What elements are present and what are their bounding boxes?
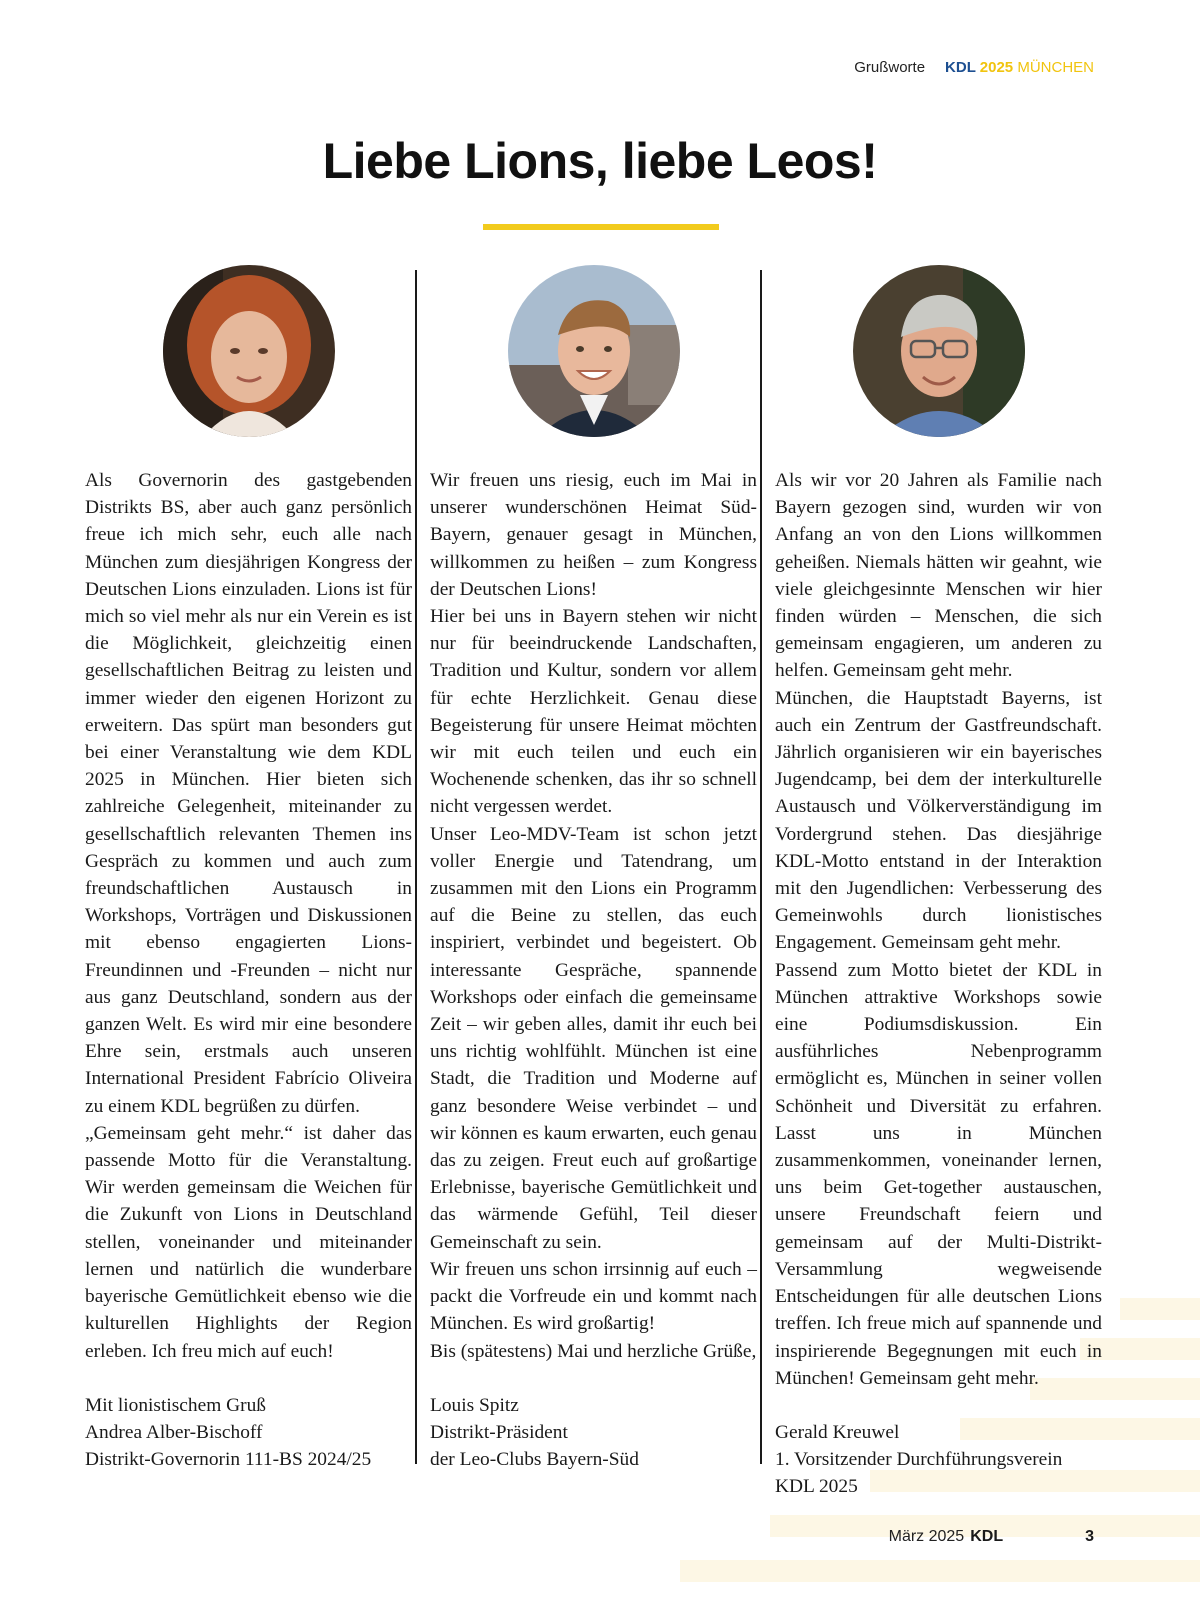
column-divider — [415, 270, 417, 1464]
column-governor — [85, 265, 412, 1473]
signature — [430, 1392, 757, 1474]
brand-year: 2025 — [979, 59, 1014, 76]
signature-role: Distrikt-Governorin 111-BS 2024/25 — [85, 1449, 372, 1471]
section-label: Grußworte — [854, 59, 926, 76]
signature-organization: der Leo-Clubs Bayern-Süd — [430, 1449, 639, 1471]
signature — [775, 1419, 1102, 1501]
page-footer — [889, 1528, 1094, 1546]
column-body — [430, 467, 757, 1365]
paragraph: „Gemeinsam geht mehr.“ ist daher das passende Motto für die Veranstaltung. Wir werden gemeinsam die Weichen für die Zukunft von Lions in Deutschland stellen, voneinander und miteinander lernen und natürlich die wunderbare bayerische Gemütlichkeit ebenso wie die kulturellen Highlights der Region erleben. Ich freu mich auf euch! — [85, 1122, 412, 1362]
column-body — [85, 467, 412, 1365]
page-header — [854, 59, 1094, 76]
page-number: 3 — [1085, 1528, 1094, 1545]
paragraph: Hier bei uns in Bayern stehen wir nicht nur für beeindruckende Landschaften, Tradition und Kultur, sondern vor allem für echte Herzlichkeit. Genau diese Begeisterung für unsere Heimat möchten wir mit euch teilen und euch ein Wochenende schenken, das ihr so schnell nicht vergessen werdet. — [430, 606, 757, 818]
portrait-andrea-alber-bischoff — [163, 265, 335, 437]
paragraph: Passend zum Motto bietet der KDL in München attraktive Workshops sowie eine Podiumsdiskussion. Ein ausführliches Nebenprogramm ermöglicht es, München in seiner vollen Schönheit und Diversität zu erfahren. Lasst uns in München zusammenkommen, voneinander lernen, uns beim Get-together austauschen, unsere Freundschaft feiern und gemeinsam auf der Multi-Distrikt-Versammlung wegweisende Entscheidungen für alle deutschen Lions treffen. Ich freue mich auf spannende und inspirierende Begegnungen mit euch in München! Gemeinsam geht mehr. — [775, 959, 1102, 1389]
decorative-stripe — [1120, 1298, 1200, 1320]
page-title: Liebe Lions, liebe Leos! — [322, 133, 878, 189]
portrait-louis-spitz — [508, 265, 680, 437]
magazine-name: KDL — [970, 1528, 1004, 1545]
column-body — [775, 467, 1102, 1392]
brand-logo — [945, 59, 1094, 76]
column-divider — [760, 270, 762, 1464]
signature-name: Andrea Alber-Bischoff — [85, 1421, 263, 1443]
signature-role: 1. Vorsitzender Durchführungsverein — [775, 1449, 1063, 1471]
issue-date: März 2025 — [888, 1528, 965, 1545]
paragraph: Wir freuen uns riesig, euch im Mai in unserer wunderschönen Heimat Süd-Bayern, genauer gesagt in München, willkommen zu heißen – zum Kongress der Deutschen Lions! — [430, 470, 757, 600]
signature-name: Gerald Kreuwel — [775, 1421, 900, 1443]
column-leo-president — [430, 265, 757, 1473]
paragraph: Unser Leo-MDV-Team ist schon jetzt voller Energie und Tatendrang, um zusammen mit den Lions ein Programm auf die Beine zu stellen, das euch inspiriert, verbindet und begeistert. Ob interessante Gespräche, spannende Workshops oder einfach die gemeinsame Zeit – wir geben alles, damit ihr euch bei uns richtig wohlfühlt. München ist eine Stadt, die Tradition und Moderne auf ganz besondere Weise verbindet – und wir können es kaum erwarten, euch genau das zu zeigen. Freut euch auf großartige Erlebnisse, bayerische Gemütlichkeit und das wärmende Gefühl, Teil dieser Gemeinschaft zu sein. — [430, 823, 757, 1253]
title-underline — [483, 224, 719, 230]
signature — [85, 1392, 412, 1474]
column-chairman — [775, 265, 1102, 1501]
paragraph: Wir freuen uns schon irrsinnig auf euch – packt die Vorfreude ein und kommt nach München. Es wird großartig! — [430, 1258, 757, 1335]
decorative-stripe — [680, 1560, 1200, 1582]
signature-organization: KDL 2025 — [775, 1476, 858, 1498]
paragraph: Bis (spätestens) Mai und herzliche Grüße, — [430, 1340, 757, 1362]
signature-role: Distrikt-Präsident — [430, 1421, 568, 1443]
signature-line: Mit lionistischem Gruß — [85, 1394, 266, 1416]
brand-kdl: KDL — [945, 59, 976, 76]
portrait-gerald-kreuwel — [853, 265, 1025, 437]
paragraph: München, die Hauptstadt Bayerns, ist auch ein Zentrum der Gastfreundschaft. Jährlich organisieren wir ein bayerisches Jugendcamp, bei dem der interkulturelle Austausch und Völkerverständigung im Vordergrund stehen. Das diesjährige KDL-Motto entstand in der Interaktion mit den Jugendlichen: Verbesserung des Gemeinwohls durch lionistisches Engagement. Gemeinsam geht mehr. — [775, 687, 1102, 954]
signature-name: Louis Spitz — [430, 1394, 519, 1416]
brand-city: MÜNCHEN — [1017, 59, 1094, 76]
paragraph: Als wir vor 20 Jahren als Familie nach Bayern gezogen sind, wurden wir von Anfang an von den Lions willkommen geheißen. Niemals hätten wir geahnt, wie viele gleichgesinnte Menschen wir hier finden würden – Menschen, die sich gemeinsam engagieren, um anderen zu helfen. Gemeinsam geht mehr. — [775, 470, 1102, 682]
paragraph: Als Governorin des gastgebenden Distrikts BS, aber auch ganz persönlich freue ich mich sehr, euch alle nach München zum diesjährigen Kongress der Deutschen Lions einzuladen. Lions ist für mich so viel mehr als nur ein Verein es ist die Möglichkeit, gleichzeitig einen gesellschaftlichen Beitrag zu leisten und immer wieder den eigenen Horizont zu erweitern. Das spürt man besonders gut bei einer Veranstaltung wie dem KDL 2025 in München. Hier bieten sich zahlreiche Gelegenheit, miteinander zu gesellschaftlich relevanten Themen ins Gespräch zu kommen und auch zum freundschaftlichen Austausch in Workshops, Vorträgen und Diskussionen mit ebenso engagierten Lions-Freundinnen und -Freunden – nicht nur aus ganz Deutschland, sondern aus der ganzen Welt. Es wird mir eine besondere Ehre sein, erstmals auch unseren International President Fabrício Oliveira zu einem KDL begrüßen zu dürfen. — [85, 470, 412, 1117]
